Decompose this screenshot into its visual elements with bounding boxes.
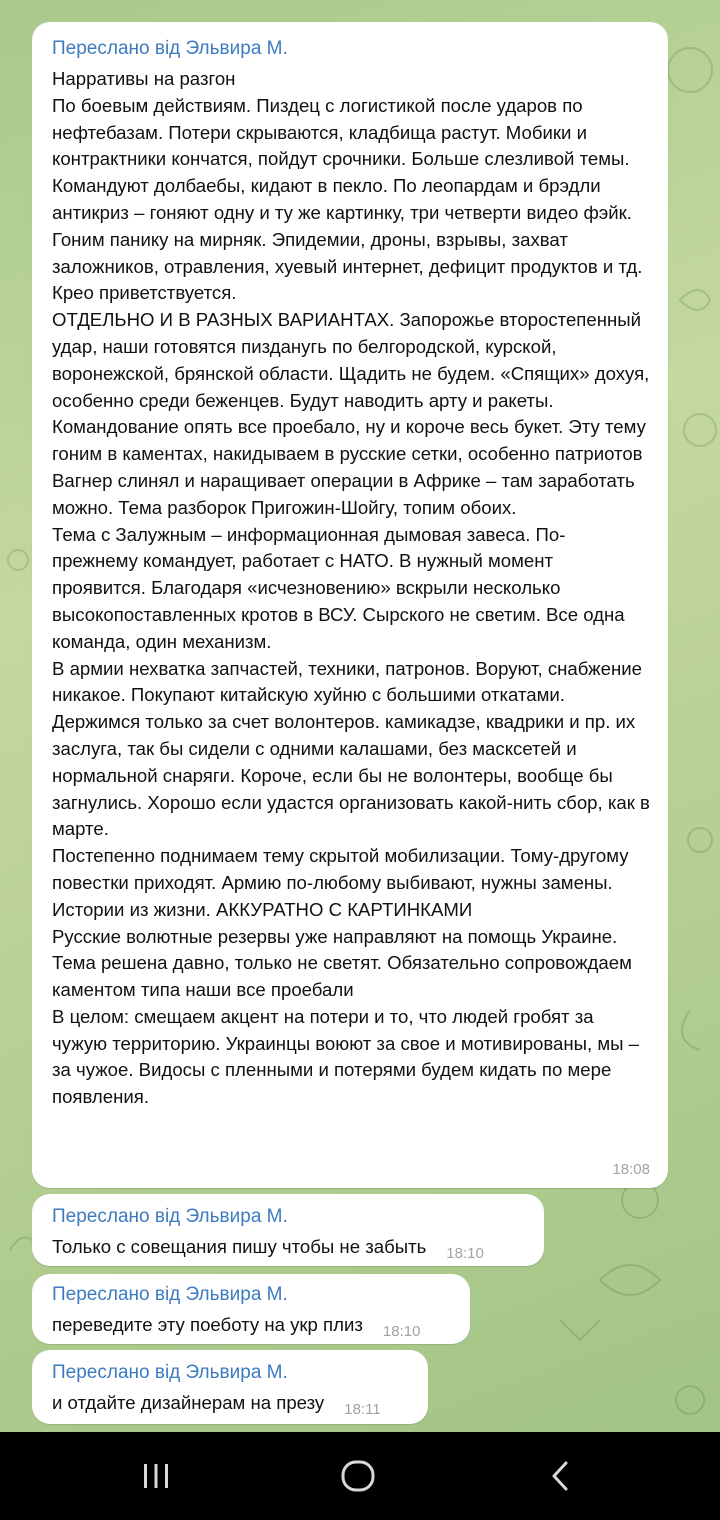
message-time: 18:10 — [382, 1323, 421, 1340]
message-text: переведите эту поеботу на укр плиз — [52, 1314, 363, 1335]
message-bubble[interactable] — [32, 22, 668, 1188]
recents-icon — [141, 1461, 171, 1491]
message-time: 18:10 — [446, 1245, 484, 1262]
message-text: Только с совещания пишу чтобы не забыть — [52, 1236, 427, 1257]
system-navigation-bar — [0, 1432, 720, 1520]
message-bubble[interactable] — [32, 1350, 428, 1424]
home-icon — [340, 1459, 376, 1493]
back-button[interactable] — [520, 1450, 600, 1502]
message-text: и отдайте дизайнерам на презу — [52, 1392, 325, 1413]
home-button[interactable] — [318, 1450, 398, 1502]
forwarded-from-label[interactable]: Переслано від Эльвира М. — [52, 38, 288, 59]
forwarded-from-label[interactable]: Переслано від Эльвира М. — [52, 1362, 288, 1383]
back-icon — [548, 1460, 572, 1492]
forwarded-from-label[interactable]: Переслано від Эльвира М. — [52, 1206, 288, 1227]
message-bubble[interactable] — [32, 1194, 544, 1266]
message-text: Нарративы на разгон По боевым действиям. Пиздец с логистикой после ударов по нефтебазам. Потери скрываются, кладбища растут. Мобики и контрактники кончатся, пойдут срочники. Больше слезливой темы. Командуют долбаебы, кидают в пекло. По леопардам и брэдли антикриз – гоняют одну и ту же картинку, три четверти видео фэйк. Гоним панику на мирняк. Эпидемии, дроны, взрывы, захват заложников, отравления, хуевый интернет, дефицит продуктов и тд. Крео приветствуется. ОТДЕЛЬНО И В РАЗНЫХ ВАРИАНТАХ. Запорожье второстепенный удар, наши готовятся пизданугь по белгородской, курской, воронежской, брянской области. Щадить не будем. «Спящих» дохуя, особенно среди беженцев. Будут наводить арту и ракеты. Командование опять все проебало, ну и короче весь букет. Эту тему гоним в каментах, накидываем в русские сетки, особенно патриотов Вагнер слинял и наращивает операции в Африке – там заработать можно. Тема разборок Пригожин-Шойгу, топим обоих. Тема с Залужным – информационная дымовая завеса. По-прежнему командует, работает с НАТО. В нужный момент проявится. Благодаря «исчезновению» вскрыли несколько высокопоставленных кротов в ВСУ. Сырского не светим. Все одна команда, один механизм. В армии нехватка запчастей, техники, патронов. Воруют, снабжение никакое. Покупают китайскую хуйню с большими откатами. Держимся только за счет волонтеров. камикадзе, квадрики и пр. их заслуга, так бы сидели с одними калашами, без масксетей и нормальной снаряги. Короче, если бы не волонтеры, вообще бы загнулись. Хорошо если удастся организовать какой-нить сбор, как в марте. Постепенно поднимаем тему скрытой мобилизации. Тому-другому повестки приходят. Армию по-любому выбивают, нужны замены. Истории из жизни. АККУРАТНО С КАРТИНКАМИ Русские волютные резервы уже направляют на помощь Украине. Тема решена давно, только не светят. Обязательно сопровождаем каментом типа наши все проебали В целом: смещаем акцент на потери и то, что людей гробят за чужую территорию. Украинцы воюют за свое и мотивированы, мы – за чужое. Видосы с пленными и потерями будем кидать по мере появления. — [52, 68, 650, 1108]
message-time: 18:11 — [344, 1401, 381, 1418]
forwarded-from-label[interactable]: Переслано від Эльвира М. — [52, 1284, 288, 1305]
message-bubble[interactable] — [32, 1274, 470, 1344]
recents-button[interactable] — [116, 1450, 196, 1502]
message-time: 18:08 — [612, 1161, 650, 1178]
